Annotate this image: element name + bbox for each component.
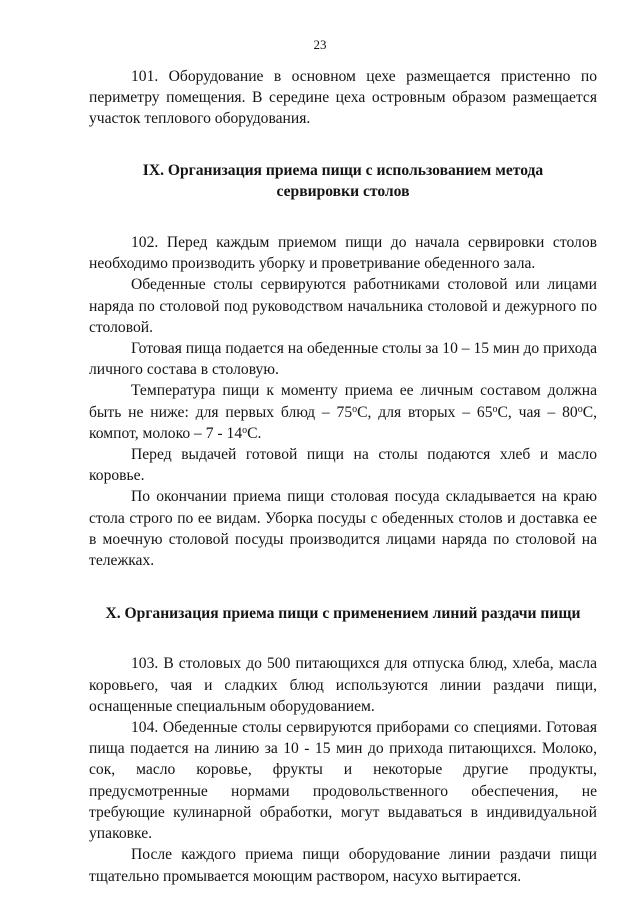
paragraph-102-serving: Готовая пища подается на обеденные столы за 10 – 15 мин до прихода личного состава в столовую. [89,340,597,379]
paragraph-102: 102. Перед каждым приемом пищи до начала сервировки столов необходимо производить уборку и проветривание обеденного зала. [89,234,597,273]
paragraph-102-tables: Обеденные столы сервируются работниками столовой или лицами наряда по столовой под руководством начальника столовой и дежурного по столовой. [89,276,597,336]
paragraph-102-bread: Перед выдачей готовой пищи на столы подаются хлеб и масло коровье. [89,446,597,485]
degree-sign: о [492,403,498,415]
degree-sign: о [242,424,248,436]
paragraph-104-cleaning: После каждого приема пищи оборудование линии раздачи пищи тщательно промывается моющим раствором, насухо вытирается. [89,846,597,885]
paragraph-103: 103. В столовых до 500 питающихся для отпуска блюд, хлеба, масла коровьего, чая и сладких блюд используются линии раздачи пищи, оснащенные специальным оборудованием. [89,655,597,715]
temperature-text-1: Температура пищи к моменту приема ее личным составом должна быть не ниже: для первых блюд – 75 [89,382,597,421]
temperature-text-2: С, для вторых – 65 [357,403,493,421]
temperature-text-5: С. [247,424,262,442]
page-number: 23 [313,37,327,52]
degree-sign: о [352,403,358,415]
paragraph-104: 104. Обеденные столы сервируются приборами со специями. Готовая пища подается на линию за 10 - 15 мин до прихода питающихся. Молоко, сок, масло коровье, фрукты и некоторые другие продукты, предусмотренные нормами продовольственного обеспечения, не требующие кулинарной обработки, могут выдаваться в индивидуальной упаковке. [89,719,597,843]
paragraph-102-temperature [89,380,597,444]
section-heading-ix: IX. Организация приема пищи с использованием метода сервировки столов [142,161,544,200]
section-heading-x: X. Организация приема пищи с применением линий раздачи пищи [105,605,581,623]
paragraph-101: 101. Оборудование в основном цехе размещается пристенно по периметру помещения. В середине цеха островным образом размещается участок теплового оборудования. [89,68,597,128]
page-content [89,66,597,887]
temperature-text-4: С, компот, молоко – 7 - 14 [89,403,597,442]
degree-sign: о [577,403,583,415]
paragraph-102-cleanup: По окончании приема пищи столовая посуда складывается на краю стола строго по ее видам. Уборка посуды с обеденных столов и доставка ее в моечную столовой посуды производится лицами наряда по столовой на тележках. [89,488,597,570]
temperature-text-3: С, чая – 80 [497,403,578,421]
